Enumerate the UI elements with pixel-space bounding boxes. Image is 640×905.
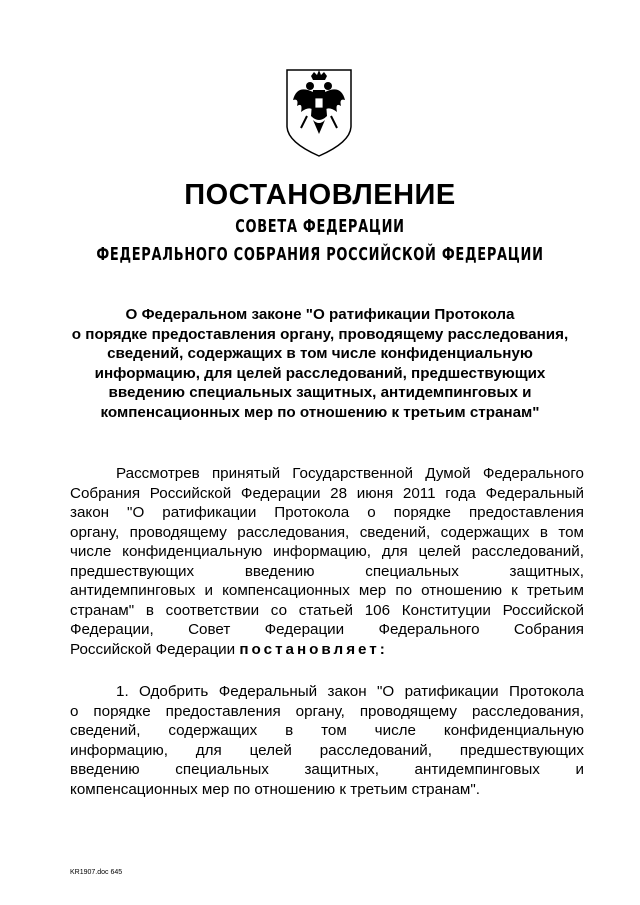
final-line-prefix: Российской Федерации [70,640,240,658]
text-line: сведений, содержащих в том числе конфиденциальную [70,722,584,739]
text-line: информацию, для целей расследований, предшествующих [70,741,584,759]
text-line: Федерации, Совет Федерации Федерального Собрания [70,621,584,638]
heading-line: информацию, для целей расследований, предшествующих [94,364,546,382]
text-line: странам" в соответствии со статьей 106 Конституции Российской [70,601,584,619]
text-line: Собрания Российской Федерации 28 июня 2011 года Федеральный [70,484,584,502]
paragraph-item-1 [70,682,584,799]
document-code: KR1907.doc 645 [70,869,123,876]
paragraph-preamble [70,464,584,659]
heading-line: сведений, содержащих в том числе конфиденциальную [107,345,533,362]
decree-keyword: постановляет: [239,640,388,658]
text-line: закон "О ратификации Протокола о порядке предоставления [70,504,584,521]
heading-line: о порядке предоставления органу, проводящему расследования, [71,325,569,343]
heading-line: О Федеральном законе "О ратификации Протокола [125,306,515,323]
text-line: 1. Одобрить Федеральный закон "О ратификации Протокола [116,683,584,700]
text-line: о порядке предоставления органу, проводящему расследования, [70,702,584,720]
text-line: Рассмотрев принятый Государственной Думой Федерального [116,465,584,482]
text-line: органу, проводящему расследования, сведений, содержащих в том [70,523,584,541]
resolution-heading [60,305,580,422]
issuer-line-2: ФЕДЕРАЛЬНОГО СОБРАНИЯ РОССИЙСКОЙ ФЕДЕРАЦИИ [96,244,544,265]
heading-line: введению специальных защитных, антидемпинговых и [108,384,532,401]
text-line: компенсационных мер по отношению к третьим странам". [70,780,480,798]
text-line-final [70,640,584,660]
document-title: ПОСТАНОВЛЕНИЕ [184,179,456,211]
issuer-line-1: СОВЕТА ФЕДЕРАЦИИ [235,216,405,237]
text-line: предшествующих введению специальных защитных, [70,562,584,580]
coat-of-arms-icon [283,66,355,158]
heading-line: компенсационных мер по отношению к третьим странам" [100,403,540,421]
text-line: числе конфиденциальную информацию, для целей расследований, [70,543,584,560]
text-line: антидемпинговых и компенсационных мер по отношению к третьим [70,582,584,599]
text-line: введению специальных защитных, антидемпинговых и [70,761,584,778]
